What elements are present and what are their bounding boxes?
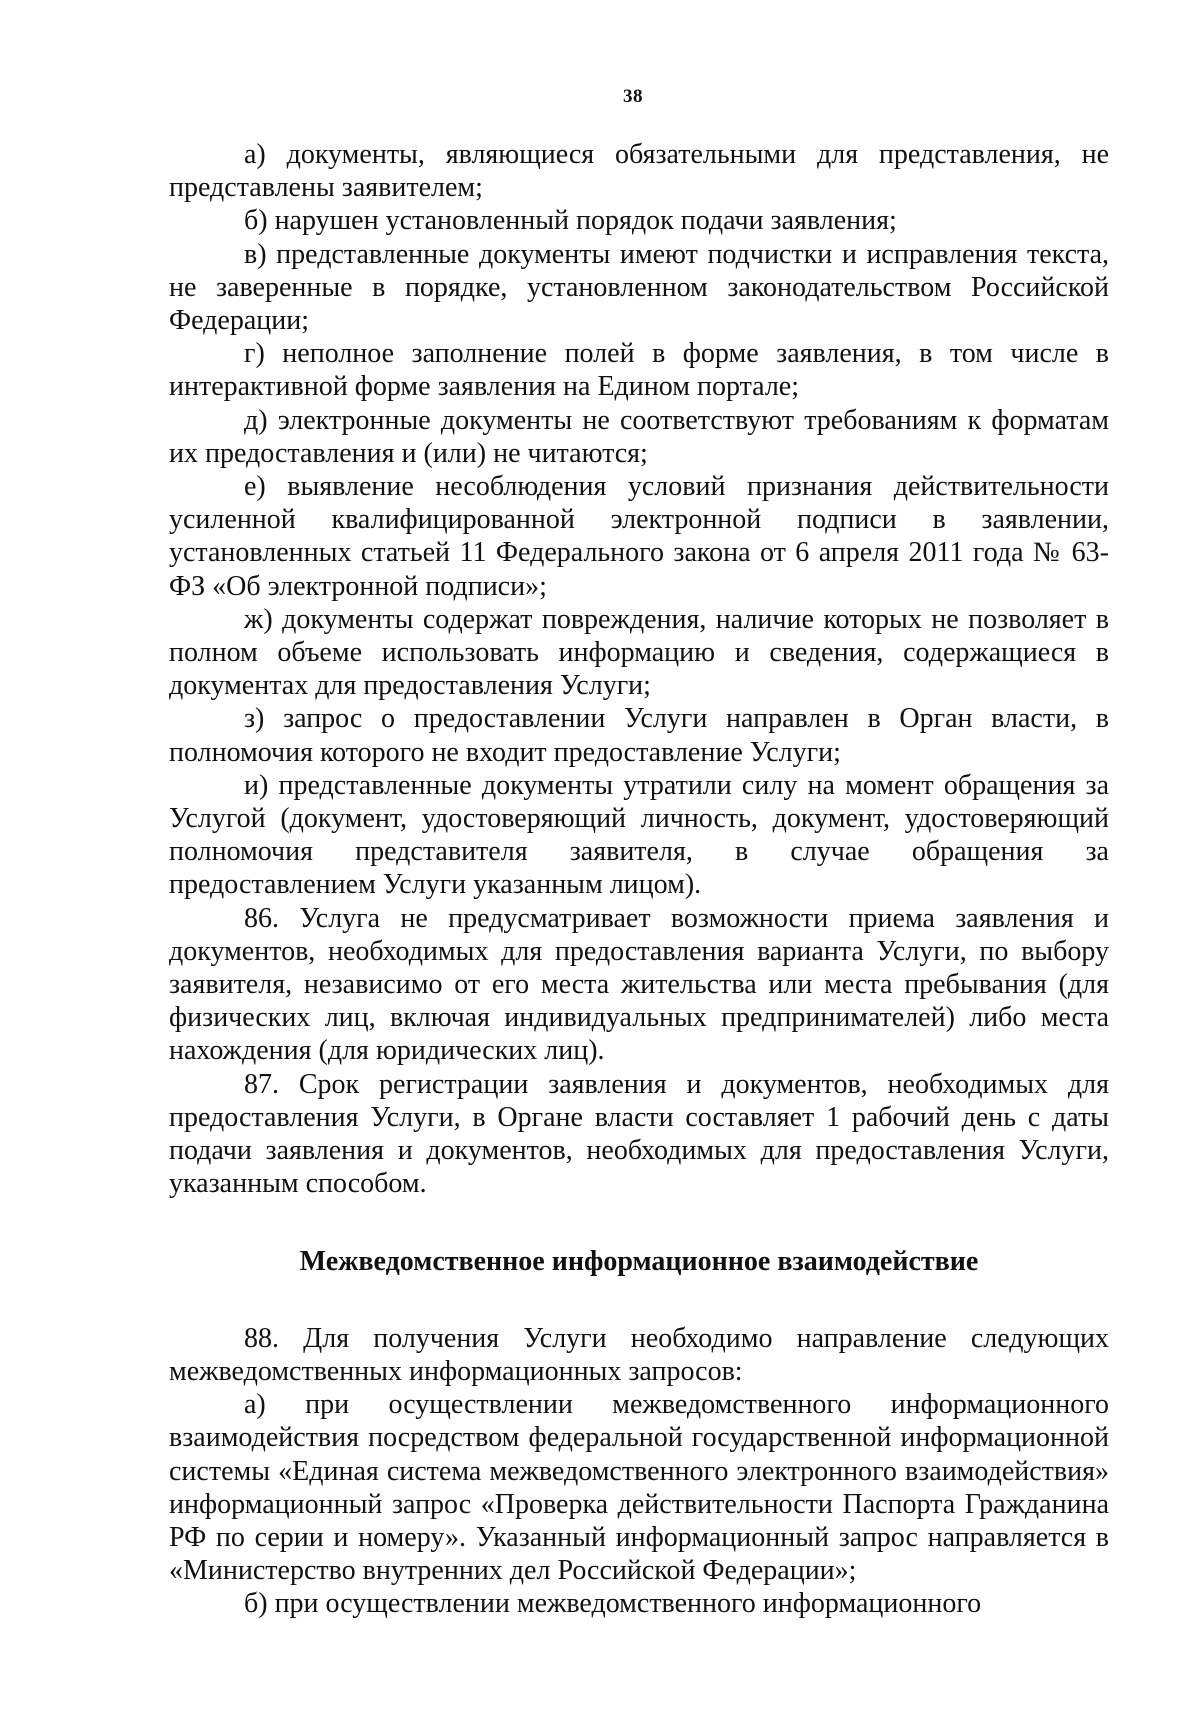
paragraph-item-i: и) представленные документы утратили силу на момент обращения за Услугой (документ, удостоверяющий личность, документ, удостоверяющий полномочия представителя заявителя, в случае обращения за предоставлением Услуги указанным лицом). <box>169 769 1109 901</box>
paragraph-item-d: д) электронные документы не соответствуют требованиям к форматам их предоставления и (или) не читаются; <box>169 404 1109 469</box>
paragraph-item-a: а) документы, являющиеся обязательными для представления, не представлены заявителем; <box>169 139 1109 204</box>
paragraph-86: 86. Услуга не предусматривает возможности приема заявления и документов, необходимых для предоставления варианта Услуги, по выбору заявителя, независимо от его места жительства или места пребывания (для физических лиц, включая индивидуальных предпринимателей) либо места нахождения (для юридических лиц). <box>169 902 1109 1067</box>
page-number: 38 <box>623 86 643 107</box>
document-body <box>169 138 1109 1621</box>
paragraph-87: 87. Срок регистрации заявления и документов, необходимых для предоставления Услуги, в Органе власти составляет 1 рабочий день с даты подачи заявления и документов, необходимых для предоставления Услуги, указанным способом. <box>169 1068 1109 1200</box>
paragraph-item-e: е) выявление несоблюдения условий признания действительности усиленной квалифицированной электронной подписи в заявлении, установленных статьей 11 Федерального закона от 6 апреля 2011 года № 63-ФЗ «Об электронной подписи»; <box>169 471 1109 602</box>
paragraph-item-g: г) неполное заполнение полей в форме заявления, в том числе в интерактивной форме заявления на Едином портале; <box>169 338 1109 403</box>
paragraph-88-item-b: б) при осуществлении межведомственного информационного <box>244 1588 982 1620</box>
paragraph-item-z: з) запрос о предоставлении Услуги направлен в Орган власти, в полномочия которого не входит предоставление Услуги; <box>169 703 1109 768</box>
paragraph-item-v: в) представленные документы имеют подчистки и исправления текста, не заверенные в порядке, установленном законодательством Российской Федерации; <box>169 238 1109 337</box>
paragraph-item-b: б) нарушен установленный порядок подачи заявления; <box>244 205 897 237</box>
paragraph-item-zh: ж) документы содержат повреждения, наличие которых не позволяет в полном объеме использовать информацию и сведения, содержащиеся в документах для предоставления Услуги; <box>169 603 1109 702</box>
paragraph-88-item-a: а) при осуществлении межведомственного информационного взаимодействия посредством федеральной государственной информационной системы «Единая система межведомственного электронного взаимодействия» информационный запрос «Проверка действительности Паспорта Гражданина РФ по серии и номеру». Указанный информационный запрос направляется в «Министерство внутренних дел Российской Федерации»; <box>169 1389 1109 1587</box>
paragraph-88: 88. Для получения Услуги необходимо направление следующих межведомственных информационных запросов: <box>169 1322 1109 1387</box>
section-heading: Межведомственное информационное взаимодействие <box>299 1245 979 1277</box>
